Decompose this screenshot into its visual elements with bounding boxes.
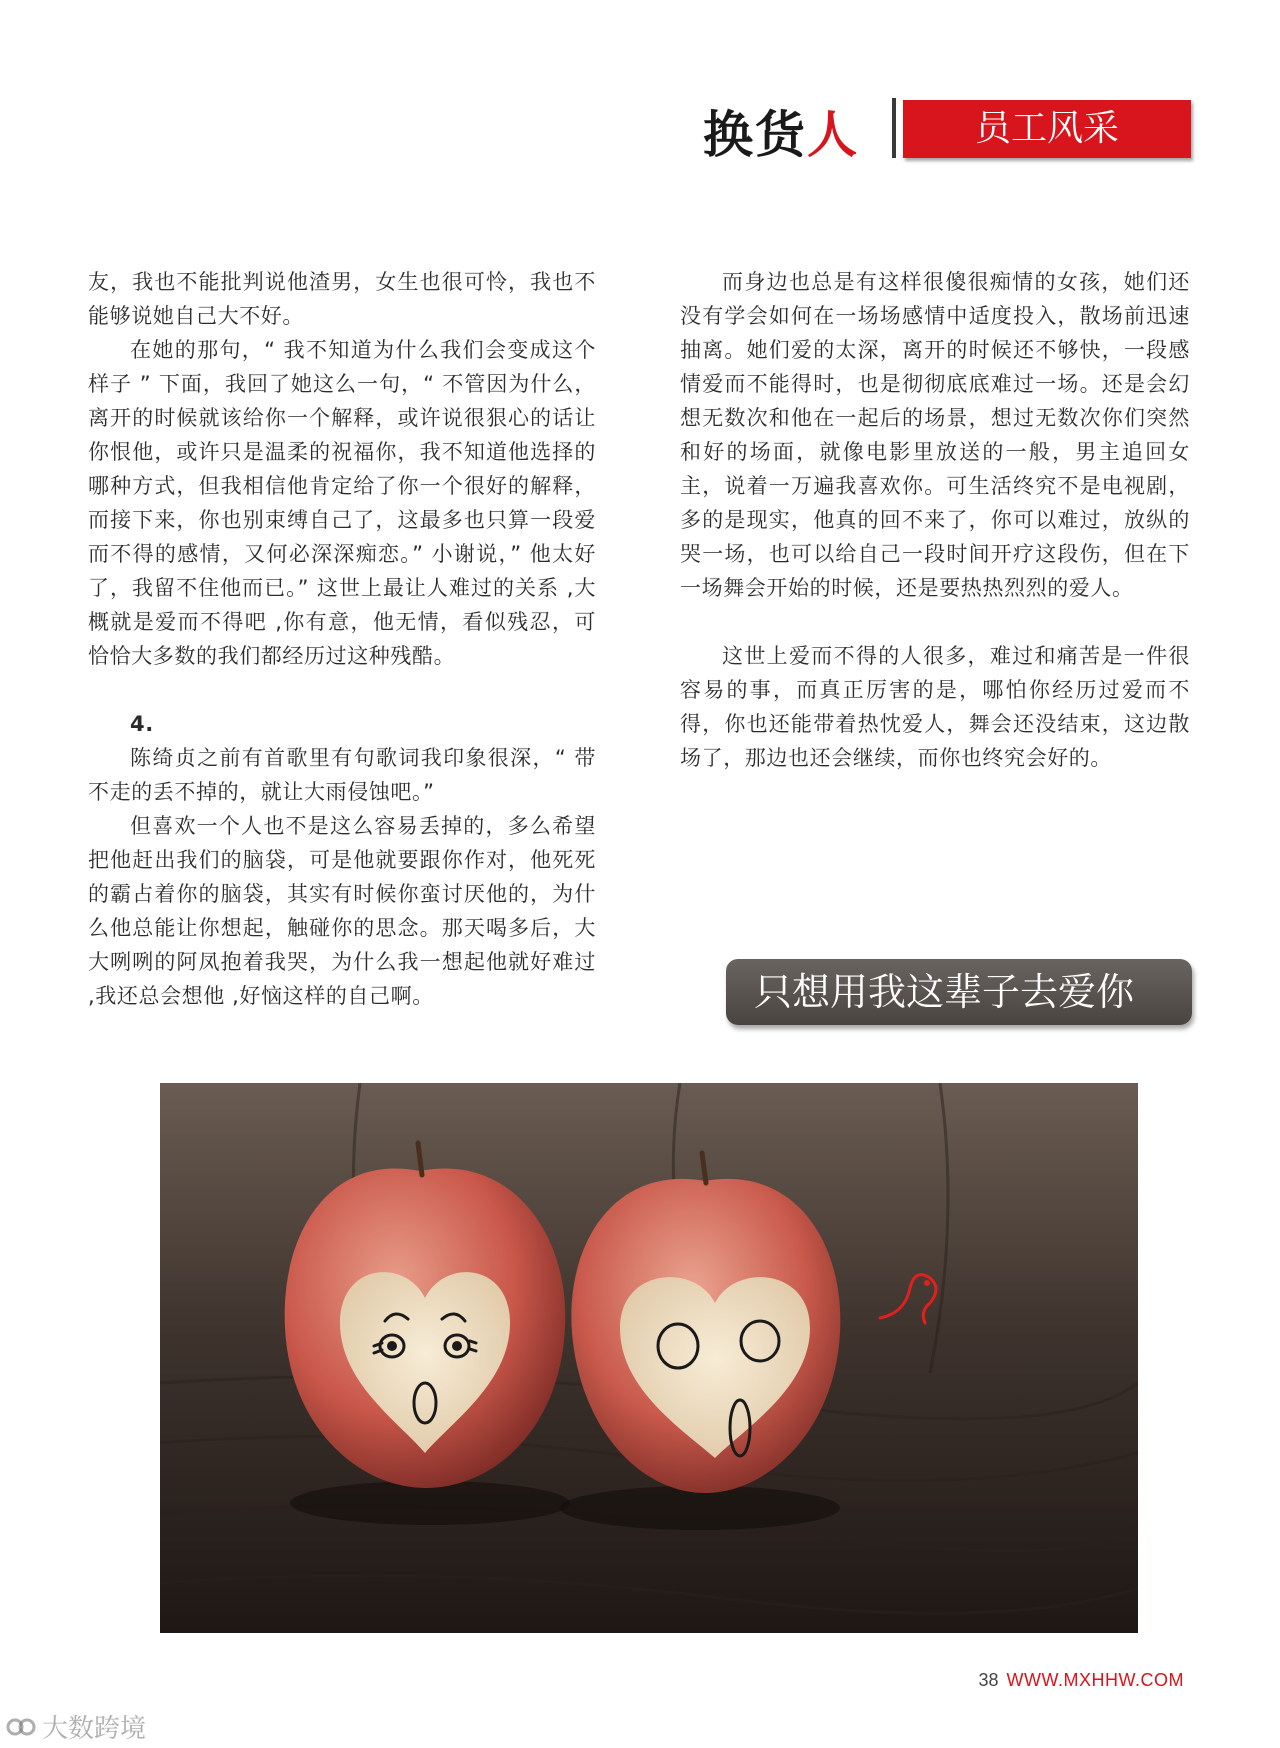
left-column	[88, 265, 596, 1013]
section-tag: 员工风采	[903, 100, 1191, 158]
watermark-text: 大数跨境	[42, 1714, 147, 1744]
apples-illustration	[160, 1083, 1138, 1633]
section-number: 4.	[130, 712, 154, 736]
header-divider	[892, 98, 896, 158]
right-paragraph-1: 而身边也总是有这样很傻很痴情的女孩，她们还没有学会如何在一场场感情中适度投入，散场前迅速抽离。她们爱的太深，离开的时候还不够快，一段感情爱而不能得时，也是彻彻底底难过一场。还是会幻想无数次和他在一起后的场景，想过无数次你们突然和好的场面，就像电影里放送的一般，男主追回女主，说着一万遍我喜欢你。可生活终究不是电视剧，多的是现实，他真的回不来了，你可以难过，放纵的哭一场，也可以给自己一段时间开疗这段伤，但在下一场舞会开始的时候，还是要热热烈烈的爱人。	[680, 270, 1190, 600]
apples-photo	[160, 1083, 1138, 1633]
brand-main: 换货	[703, 106, 807, 164]
page-footer	[979, 1670, 1185, 1691]
watermark-logo-icon	[6, 1714, 36, 1740]
magazine-brand	[703, 95, 859, 167]
left-paragraph-3: 陈绮贞之前有首歌里有句歌词我印象很深，“ 带不走的丢不掉的，就让大雨侵蚀吧。”	[88, 746, 596, 804]
watermark	[6, 1708, 146, 1745]
left-paragraph-4: 但喜欢一个人也不是这么容易丢掉的，多么希望把他赶出我们的脑袋，可是他就要跟你作对，他死死的霸占着你的脑袋，其实有时候你蛮讨厌他的，为什么他总能让你想起，触碰你的思念。那天喝多后，大大咧咧的阿凤抱着我哭，为什么我一想起他就好难过 ,我还总会想他 ,好恼这样的自己啊。	[88, 814, 596, 1008]
left-paragraph-1: 友，我也不能批判说他渣男，女生也很可怜，我也不能够说她自己大不好。	[88, 270, 596, 328]
right-column	[680, 265, 1190, 775]
website-link[interactable]: WWW.MXHHW.COM	[1006, 1670, 1184, 1690]
right-paragraph-2: 这世上爱而不得的人很多，难过和痛苦是一件很容易的事，而真正厉害的是，哪怕你经历过爱而不得，你也还能带着热忱爱人，舞会还没结束，这边散场了，那边也还会继续，而你也终究会好的。	[680, 644, 1190, 770]
brand-accent: 人	[807, 106, 859, 164]
page-number: 38	[978, 1670, 999, 1690]
quote-banner: 只想用我这辈子去爱你	[726, 959, 1192, 1025]
left-paragraph-2: 在她的那句，“ 我不知道为什么我们会变成这个样子 ” 下面，我回了她这么一句，“ 不管因为什么，离开的时候就该给你一个解释，或许说很狠心的话让你恨他，或许只是温柔的祝福你，我不知道他选择的哪种方式，但我相信他肯定给了你一个很好的解释，而接下来，你也别束缚自己了，这最多也只算一段爱而不得的感情，又何必深深痴恋。” 小谢说，” 他太好了，我留不住他而已。” 这世上最让人难过的关系 ,大概就是爱而不得吧 ,你有意，他无情，看似残忍，可恰恰大多数的我们都经历过这种残酷。	[88, 338, 596, 668]
